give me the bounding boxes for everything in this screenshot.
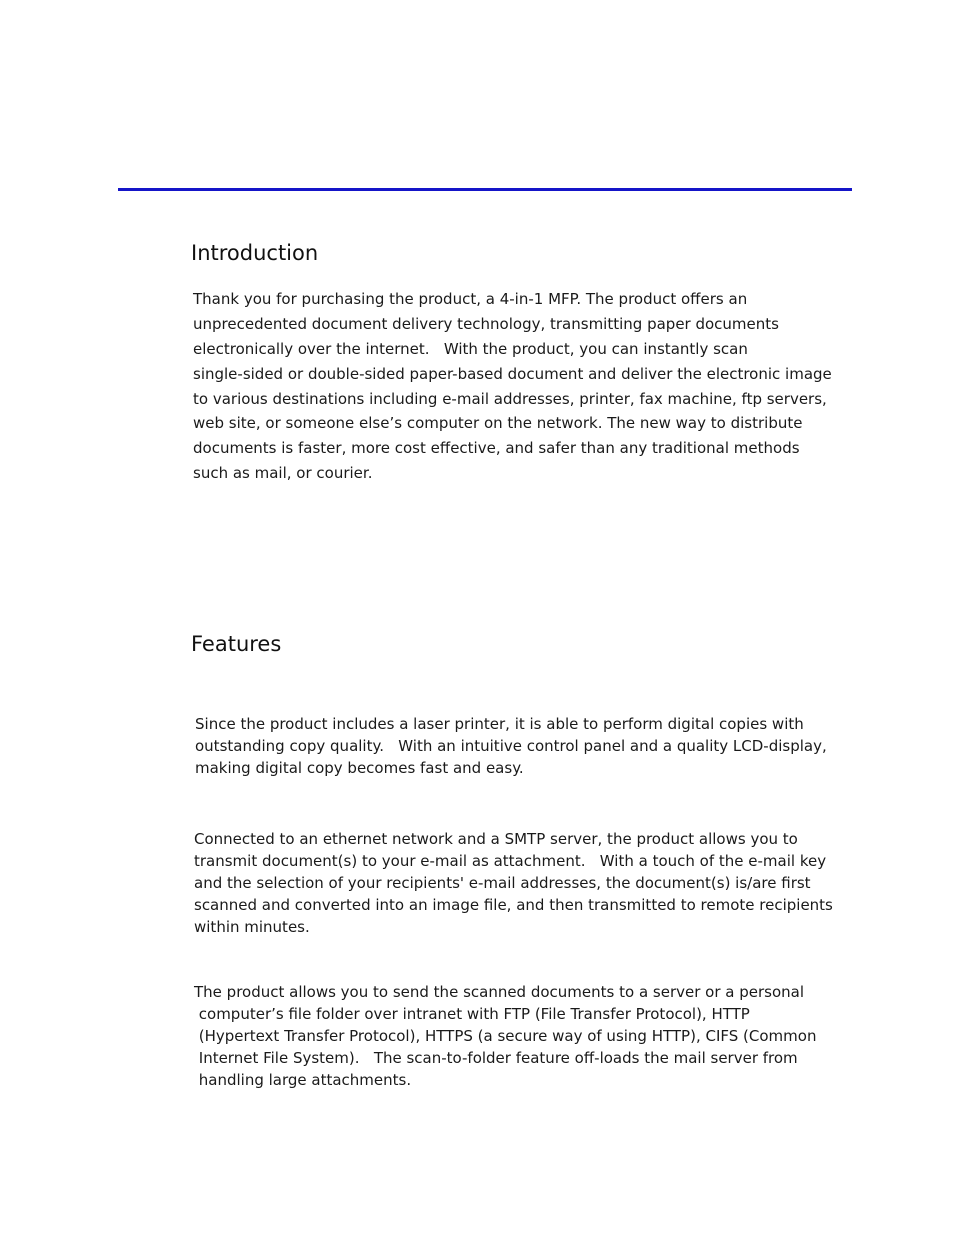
paragraph-line: such as mail, or courier.: [193, 464, 373, 483]
paragraph-line: single-sided or double-sided paper-based document and deliver the electronic image: [193, 364, 832, 383]
introduction-heading: Introduction: [191, 241, 319, 265]
paragraph-line: (Hypertext Transfer Protocol), HTTPS (a secure way of using HTTP), CIFS (Common: [194, 1027, 817, 1045]
paragraph-line: and the selection of your recipients' e-mail addresses, the document(s) is/are first: [194, 874, 811, 892]
features-heading: Features: [191, 632, 282, 656]
paragraph-line: Internet File System). The scan-to-folder feature off-loads the mail server from: [194, 1049, 798, 1067]
paragraph-line: handling large attachments.: [194, 1071, 412, 1089]
paragraph-line: Since the product includes a laser printer, it is able to perform digital copies with: [195, 715, 804, 733]
paragraph-line: transmit document(s) to your e-mail as attachment. With a touch of the e-mail key: [194, 852, 827, 870]
feature-paragraph-copy: [195, 713, 827, 779]
introduction-paragraph: [193, 287, 832, 486]
paragraph-line: scanned and converted into an image file, and then transmitted to remote recipients: [194, 896, 833, 914]
paragraph-line: documents is faster, more cost effective, and safer than any traditional methods: [193, 439, 800, 458]
paragraph-line: making digital copy becomes fast and easy.: [195, 759, 524, 777]
paragraph-line: computer’s file folder over intranet with FTP (File Transfer Protocol), HTTP: [194, 1005, 750, 1023]
feature-paragraph-folder: [194, 981, 816, 1091]
paragraph-line: Thank you for purchasing the product, a 4-in-1 MFP. The product offers an: [193, 290, 748, 308]
paragraph-line: unprecedented document delivery technology, transmitting paper documents: [193, 314, 779, 333]
paragraph-line: Connected to an ethernet network and a SMTP server, the product allows you to: [194, 830, 798, 848]
paragraph-line: web site, or someone else’s computer on the network. The new way to distribute: [193, 414, 803, 433]
header-rule: [118, 188, 852, 191]
paragraph-line: to various destinations including e-mail addresses, printer, fax machine, ftp servers,: [193, 389, 827, 408]
feature-paragraph-email: [194, 828, 833, 938]
paragraph-line: The product allows you to send the scanned documents to a server or a personal: [194, 983, 804, 1001]
paragraph-line: within minutes.: [194, 918, 310, 936]
paragraph-line: electronically over the internet. With the product, you can instantly scan: [193, 339, 748, 358]
paragraph-line: outstanding copy quality. With an intuitive control panel and a quality LCD-display,: [195, 737, 827, 755]
